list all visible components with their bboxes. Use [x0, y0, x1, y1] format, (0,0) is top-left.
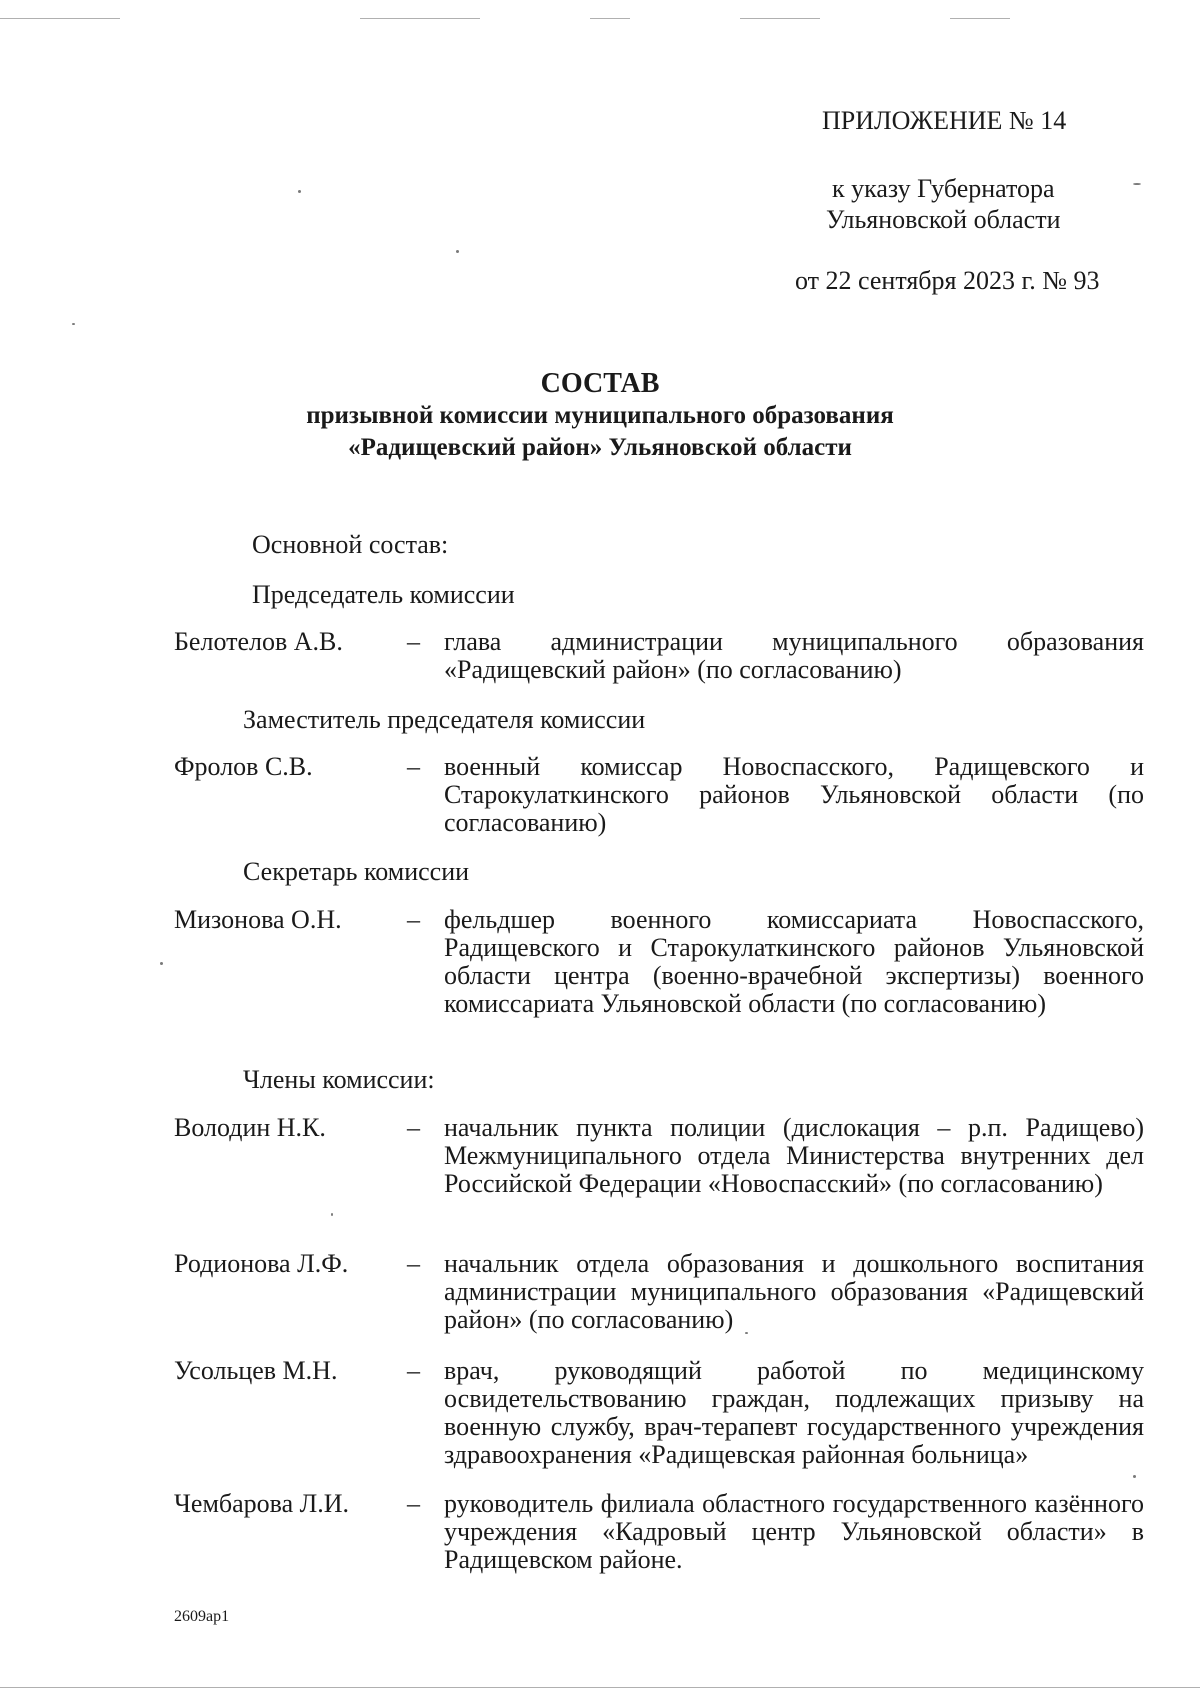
- member-dash: –: [407, 1489, 420, 1518]
- scan-speck: [72, 323, 75, 325]
- member-dash: –: [407, 1249, 420, 1278]
- member-entry: [174, 753, 1144, 837]
- scan-speck: [1133, 183, 1141, 185]
- member-entry: [174, 1114, 1144, 1198]
- member-role: военный комиссар Новоспасского, Радищевского и Старокулаткинского районов Ульяновской области (по согласованию): [444, 752, 1144, 837]
- member-entry: [174, 906, 1144, 1018]
- member-role: глава администрации муниципального образования «Радищевский район» (по согласованию): [444, 627, 1144, 684]
- scan-edge-mark: [950, 18, 1010, 19]
- scan-speck: [456, 250, 459, 253]
- section-members: Члены комиссии:: [243, 1065, 435, 1094]
- member-name: Усольцев М.Н.: [174, 1356, 338, 1385]
- scan-edge-mark: [0, 1687, 1200, 1688]
- member-dash: –: [407, 1113, 420, 1142]
- section-secretary: Секретарь комиссии: [243, 857, 470, 886]
- decree-reference-line-1: к указу Губернатора: [832, 174, 1055, 203]
- member-name: Фролов С.В.: [174, 752, 313, 781]
- scan-edge-mark: [590, 18, 630, 19]
- section-main-composition: Основной состав:: [252, 530, 449, 559]
- member-name: Чембарова Л.И.: [174, 1489, 350, 1518]
- member-name: Володин Н.К.: [174, 1113, 326, 1142]
- member-dash: –: [407, 627, 420, 656]
- decree-date: от 22 сентября 2023 г. № 93: [795, 266, 1100, 295]
- scan-speck: [1133, 1475, 1136, 1478]
- member-role: врач, руководящий работой по медицинскому освидетельствованию граждан, подлежащих призыву на военную службу, врач-терапевт государственного учреждения здравоохранения «Радищевская районная больница»: [444, 1356, 1144, 1469]
- member-entry: [174, 1250, 1144, 1334]
- scan-edge-mark: [0, 18, 120, 19]
- member-role: начальник пункта полиции (дислокация – р.п. Радищево) Межмуниципального отдела Министерства внутренних дел Российской Федерации «Новоспасский» (по согласованию): [444, 1113, 1144, 1198]
- member-name: Родионова Л.Ф.: [174, 1249, 349, 1278]
- member-dash: –: [407, 905, 420, 934]
- member-role: фельдшер военного комиссариата Новоспасского, Радищевского и Старокулаткинского районов Ульяновской области центра (военно-врачебной экспертизы) военного комиссариата Ульяновской области (по согласованию): [444, 905, 1144, 1018]
- document-title: [0, 368, 1200, 464]
- member-entry: [174, 1357, 1144, 1469]
- member-entry: [174, 1490, 1144, 1574]
- title-main: СОСТАВ: [540, 368, 660, 399]
- member-name: Белотелов А.В.: [174, 627, 343, 656]
- scan-edge-mark: [360, 18, 480, 19]
- title-line-2: призывной комиссии муниципального образования: [306, 402, 894, 429]
- member-dash: –: [407, 752, 420, 781]
- scan-speck: [298, 190, 301, 193]
- member-name: Мизонова О.Н.: [174, 905, 342, 934]
- member-entry: [174, 628, 1144, 684]
- section-chairman: Председатель комиссии: [252, 580, 515, 609]
- scan-speck: [331, 1213, 333, 1216]
- title-line-3: «Радищевский район» Ульяновской области: [348, 434, 852, 461]
- section-deputy: Заместитель председателя комиссии: [243, 705, 646, 734]
- appendix-number: ПРИЛОЖЕНИЕ № 14: [822, 106, 1067, 135]
- document-code: 2609ap1: [174, 1608, 230, 1625]
- member-role: начальник отдела образования и дошкольного воспитания администрации муниципального образования «Радищевский район» (по согласованию): [444, 1249, 1144, 1334]
- member-role: руководитель филиала областного государственного казённого учреждения «Кадровый центр Ульяновской области» в Радищевском районе.: [444, 1489, 1144, 1574]
- member-dash: –: [407, 1356, 420, 1385]
- scan-speck: [160, 962, 163, 965]
- decree-reference-line-2: Ульяновской области: [826, 205, 1061, 234]
- scan-edge-mark: [740, 18, 820, 19]
